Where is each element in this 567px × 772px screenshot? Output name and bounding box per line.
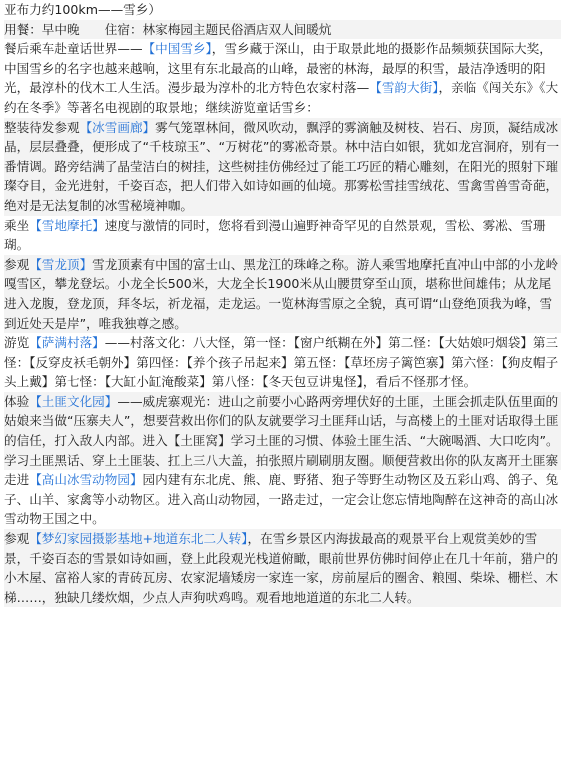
- snow-gallery-paragraph: [4, 118, 561, 216]
- body-text: 乘坐: [4, 217, 30, 233]
- attraction-link[interactable]: 【冰雪画廊】: [79, 119, 156, 135]
- alpine-zoo-paragraph: [4, 470, 561, 529]
- body-text: ——村落文化：八大怪，第一怪：【窗户纸糊在外】第二怪：【大姑娘叼烟袋】第三怪：【反穿皮袄毛朝外】第四怪：【养个孩子吊起来】第五怪：【草坯房子篱笆寨】第六怪：【狗皮帽子头上戴】第七怪：【大缸小缸淹酸菜】第八怪：【冬天包豆讲鬼怪】，看后不怪那才怪。: [4, 335, 559, 390]
- attraction-link[interactable]: 【雪韵大街】: [369, 80, 439, 96]
- body-text: 餐后乘车赴童话世界——: [4, 41, 143, 57]
- body-text: 园内建有东北虎、熊、鹿、野猪、狍子等野生动物区及五彩山鸡、鸽子、兔子、山羊、家禽等小动物区。进入高山动物园，一路走过，一定会让您忘情地陶醉在这神奇的高山冰雪动物王国之中。: [4, 472, 559, 527]
- attraction-link[interactable]: 【梦幻家园摄影基地+地道东北二人转】: [29, 531, 248, 547]
- body-text: 游览: [4, 335, 30, 351]
- body-text: 参观: [4, 531, 30, 547]
- body-text: ，在雪乡景区内海拔最高的观景平台上观赏美妙的雪景，千姿百态的雪景如诗如画，登上此段观光栈道俯瞰，眼前世界仿佛时间停止在几十年前，猎户的小木屋、富裕人家的青砖瓦房、农家泥墙矮房一家连一家，房前屋后的圈舍、粮囤、柴垛、栅栏、木梯……，独缺几缕炊烟，少点人声狗吠鸡鸣。观看地地道道的东北二人转。: [4, 531, 559, 605]
- attraction-link[interactable]: 【高山冰雪动物园】: [29, 472, 143, 488]
- xuexiang-intro-paragraph: [4, 39, 561, 117]
- attraction-link[interactable]: 【雪龙顶】: [29, 256, 93, 272]
- body-text: 亚布力约100km——雪乡）: [4, 2, 161, 17]
- shaman-village-paragraph: [4, 333, 561, 392]
- body-text: 走进: [4, 472, 30, 488]
- body-text: 雾气笼罩林间，微风吹动，飘浮的雾滴触及树枝、岩石、房顶，凝结成冰晶，层层叠叠，便形成了“千枝琼玉”、“万树花”的雾凇奇景。林中洁白如银，犹如龙宫洞府，别有一番情调。路旁结满了晶莹洁白的树挂，这些树挂仿佛经过了能工巧匠的精心雕刻，在阳光的照射下璀璨夺目，金光进射，千姿百态，把人们带入如诗如画的仙境。那雾松雪挂雪绒花、雪禽雪兽雪奇葩，绝对是无法复制的冰雪秘境神咖。: [4, 119, 560, 213]
- body-text: 参观: [4, 256, 30, 272]
- dream-home-paragraph: [4, 529, 561, 607]
- body-text: ——威虎寨观光：进山之前要小心路两旁埋伏好的土匪，土匪会抓走队伍里面的姑娘来当做“压寨夫人”，想要营救出你们的队友就要学习土匪拜山话，与高楼上的土匪对话取得土匪的信任，打入敌人内部。进入【土匪窝】学习土匪的习惯、体验土匪生活、“大碗喝酒、大口吃肉”。学习土匪黑话、穿上土匪装、扛上三八大盖，拍张照片刷刷朋友圈。顺便营救出你的队友离开土匪寨: [4, 393, 559, 468]
- body-text: ，亲临《闯关东》《大约在冬季》等著名电视剧的取景地；继续游览童话雪乡：: [4, 80, 559, 115]
- heading-line: [4, 0, 561, 20]
- body-text: 雪龙顶素有中国的富士山、黑龙江的珠峰之称。游人乘雪地摩托直冲山中部的小龙岭嘎雪区，攀龙登坛。小龙全长500米，大龙全长1900米从山腰贯穿至山顶，堪称世间雄伟；从龙尾进入龙腹，登龙顶，拜冬坛，祈龙福，走龙运。一览林海雪原之全貌，真可谓“山登绝顶我为峰，雪到近处天是岸”，唯我独尊之感。: [4, 256, 559, 331]
- bandit-culture-paragraph: [4, 392, 561, 470]
- meals-lodging-line: [4, 20, 561, 40]
- attraction-link[interactable]: 【土匪文化园】: [29, 393, 118, 409]
- snow-dragon-peak-paragraph: [4, 255, 561, 333]
- attraction-link[interactable]: 【萨满村落】: [29, 335, 105, 351]
- snowmobile-paragraph: [4, 216, 561, 255]
- attraction-link[interactable]: 【雪地摩托】: [29, 217, 105, 233]
- body-text: 速度与激情的同时，您将看到漫山遍野神奇罕见的自然景观，雪松、雾凇、雪珊瑚。: [4, 217, 546, 253]
- body-text: ，雪乡藏于深山，由于取景此地的摄影作品频频获国际大奖，中国雪乡的名字也越来越响，这里有东北最高的山峰，最密的林海，最厚的积雪，最洁净透明的阳光，最淳朴的伐木工人生活。漫步最为淳朴的北方特色农家村落—: [4, 41, 552, 96]
- attraction-link[interactable]: 【中国雪乡】: [142, 41, 212, 57]
- body-text: 用餐：早中晚 住宿：林家梅园主题民俗酒店双人间暖炕: [4, 21, 332, 37]
- body-text: 体验: [4, 393, 30, 409]
- body-text: 整装待发参观: [4, 119, 80, 135]
